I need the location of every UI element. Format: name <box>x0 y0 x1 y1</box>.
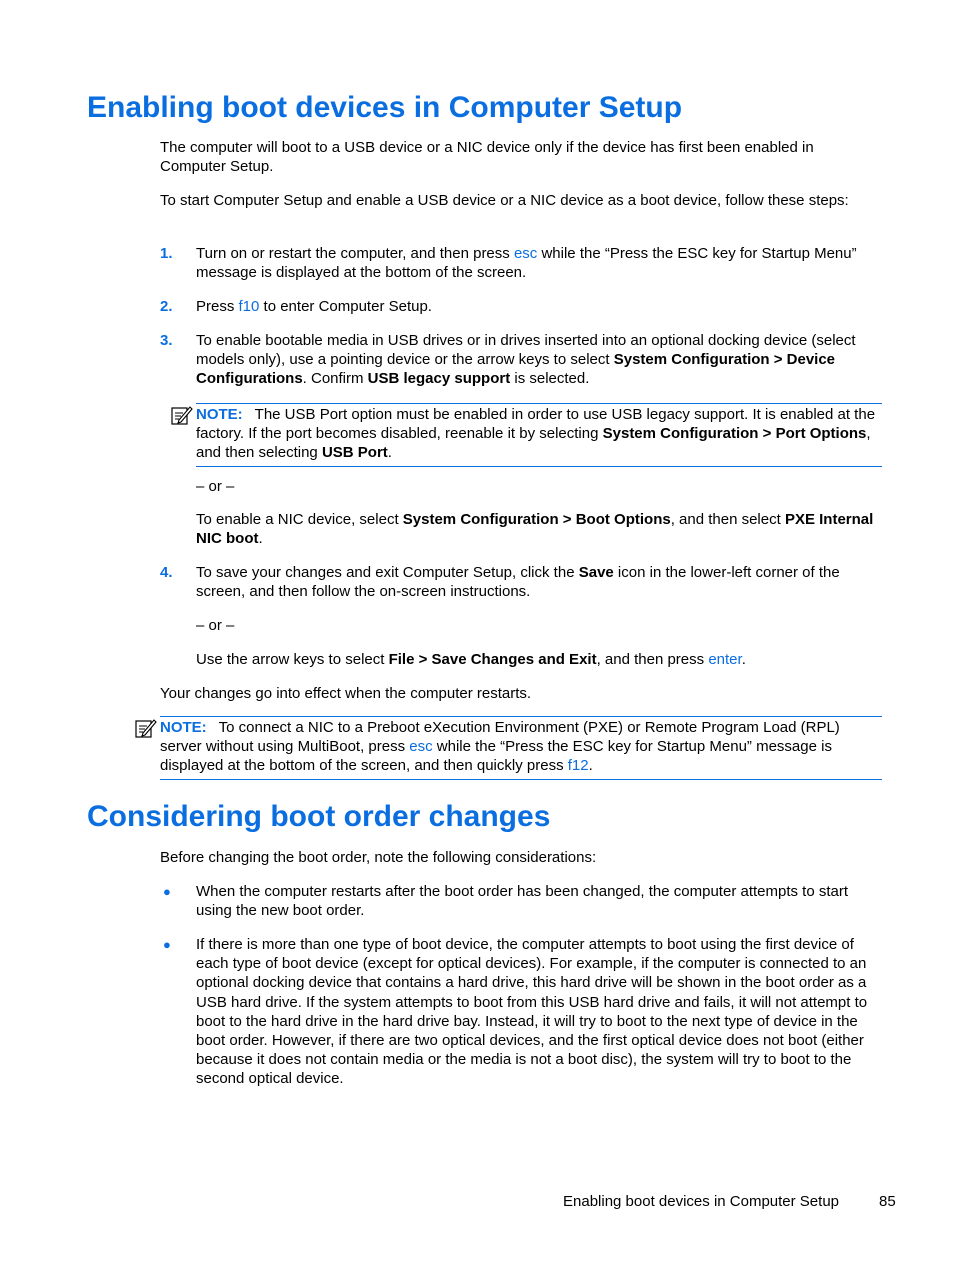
step-number: 4. <box>160 564 173 581</box>
section-title-enabling-boot-devices: Enabling boot devices in Computer Setup <box>87 91 683 124</box>
step-number: 2. <box>160 298 173 315</box>
note-label: NOTE: <box>196 406 243 423</box>
note-usb-port: NOTE: The USB Port option must be enabled in order to use USB legacy support. It is enabled at the factory. If the port becomes disabled, reenable it by selecting System Configuration > Port Options, and then selecting USB Port. <box>196 403 882 467</box>
note-pencil-icon <box>135 718 157 743</box>
effect-paragraph: Your changes go into effect when the computer restarts. <box>160 685 532 702</box>
considerations-intro: Before changing the boot order, note the following considerations: <box>160 849 597 866</box>
page-number: 85 <box>879 1193 896 1210</box>
intro-paragraph-1: The computer will boot to a USB device or a NIC device only if the device has first been enabled in Computer Setup. <box>160 139 814 176</box>
bullet-icon: ● <box>163 937 171 952</box>
step-2-text: Press f10 to enter Computer Setup. <box>196 298 432 315</box>
key-esc: esc <box>409 738 433 756</box>
key-f10: f10 <box>238 298 260 315</box>
nic-instruction: To enable a NIC device, select System Configuration > Boot Options, and then select PXE Internal NIC boot. <box>196 511 874 548</box>
key-enter: enter <box>708 651 742 668</box>
intro-paragraph-2: To start Computer Setup and enable a USB device or a NIC device as a boot device, follow these steps: <box>160 192 849 209</box>
key-f12: f12 <box>567 757 589 775</box>
save-alt-instruction: Use the arrow keys to select File > Save Changes and Exit, and then press enter. <box>196 651 746 668</box>
note-pxe: NOTE: To connect a NIC to a Preboot eXecution Environment (PXE) or Remote Program Load (RPL) server without using MultiBoot, press esc while the “Press the ESC key for Startup Menu” message is displayed at the bottom of the screen, and then quickly press f12. <box>160 716 882 780</box>
step-number: 3. <box>160 332 173 349</box>
key-esc: esc <box>513 245 538 262</box>
bullet-icon: ● <box>163 884 171 899</box>
or-separator: – or – <box>196 478 235 495</box>
step-3-text: To enable bootable media in USB drives or in drives inserted into an optional docking device (select models only), use a pointing device or the arrow keys to select System Configuration > Device Configurations. Confirm USB legacy support is selected. <box>196 332 856 388</box>
step-4-text: To save your changes and exit Computer Setup, click the Save icon in the lower-left corner of the screen, and then follow the on-screen instructions. <box>196 564 840 601</box>
or-separator: – or – <box>196 617 235 634</box>
step-1-text: Turn on or restart the computer, and then press esc while the “Press the ESC key for Startup Menu” message is displayed at the bottom of the screen. <box>196 245 857 282</box>
footer-section-title: Enabling boot devices in Computer Setup <box>563 1193 840 1210</box>
section-title-boot-order-changes: Considering boot order changes <box>87 800 551 833</box>
note-label: NOTE: <box>160 719 207 736</box>
bullet-item-1: When the computer restarts after the boot order has been changed, the computer attempts to start using the new boot order. <box>196 883 849 920</box>
step-number: 1. <box>160 245 173 262</box>
note-pencil-icon <box>171 405 193 430</box>
bullet-item-2: If there is more than one type of boot device, the computer attempts to boot using the first device of each type of boot device (except for optical devices). For example, if the computer is connected to an optional docking device that contains a hard drive, this hard drive will be shown in the boot order as a USB hard drive. If the system attempts to boot from this USB hard drive and fails, it will not attempt to boot to the hard drive in the hard drive bay. Instead, it will try to boot to the next type of device in the boot order. However, if there are two optical devices, and the first optical device does not boot (either because it does not contain media or the media is not a boot disc), the system will try to boot to the second optical device. <box>196 936 868 1088</box>
